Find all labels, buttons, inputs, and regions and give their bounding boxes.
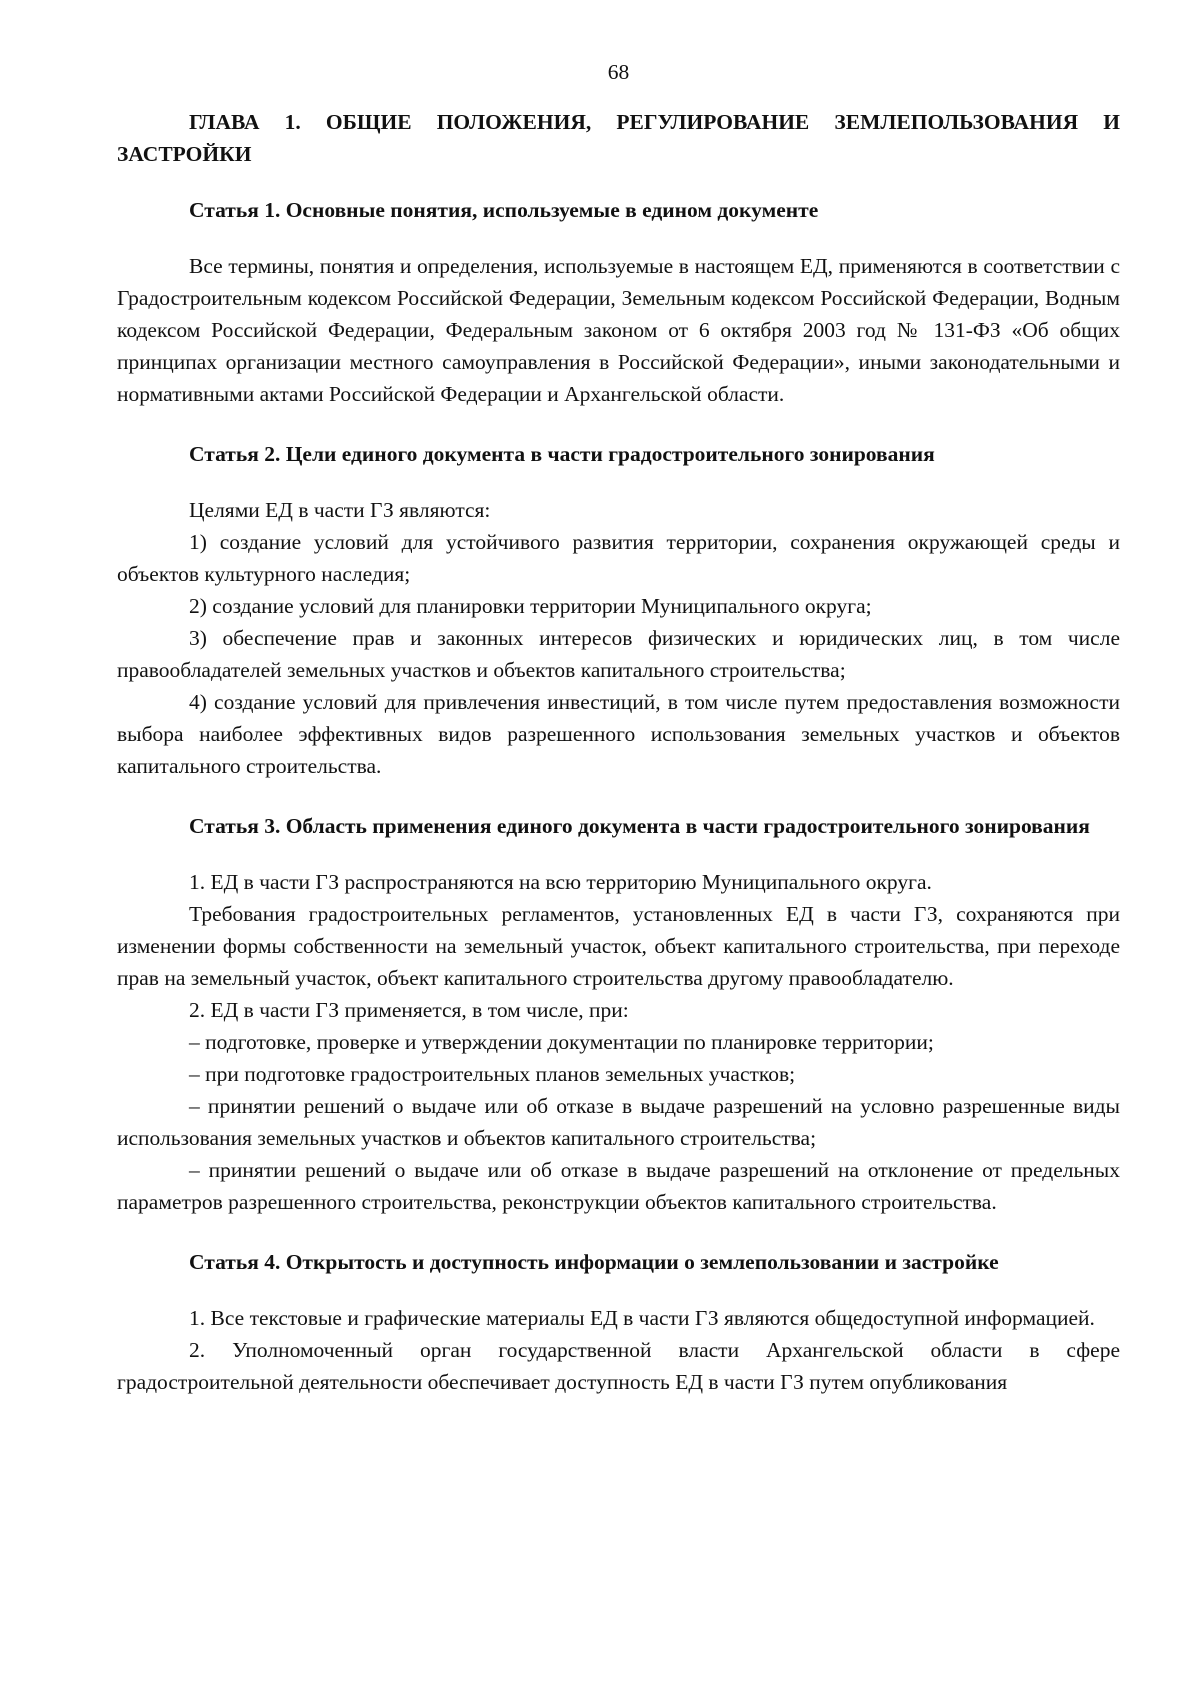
list-item: 3) обеспечение прав и законных интересов физических и юридических лиц, в том числе правообладателей земельных участков и объектов капитального строительства;: [117, 626, 1120, 682]
paragraph: Требования градостроительных регламентов, установленных ЕД в части ГЗ, сохраняются при изменении формы собственности на земельный участок, объект капитального строительства, при переходе прав на земельный участок, объект капитального строительства другому правообладателю.: [117, 902, 1120, 990]
list-item: – принятии решений о выдаче или об отказе в выдаче разрешений на условно разрешенные виды использования земельных участков и объектов капитального строительства;: [117, 1094, 1120, 1150]
article-1: [117, 194, 1120, 410]
list-item: 4) создание условий для привлечения инвестиций, в том числе путем предоставления возможности выбора наиболее эффективных видов разрешенного использования земельных участков и объектов капитального строительства.: [117, 690, 1120, 778]
paragraph: Все термины, понятия и определения, используемые в настоящем ЕД, применяются в соответствии с Градостроительным кодексом Российской Федерации, Земельным кодексом Российской Федерации, Водным кодексом Российской Федерации, Федеральным законом от 6 октября 2003 год № 131-ФЗ «Об общих принципах организации местного самоуправления в Российской Федерации», иными законодательными и нормативными актами Российской Федерации и Архангельской области.: [117, 254, 1120, 406]
article-title: Статья 3. Область применения единого документа в части градостроительного зонирования: [189, 814, 1090, 838]
list-item: – при подготовке градостроительных планов земельных участков;: [189, 1062, 796, 1086]
article-2: [117, 438, 1120, 782]
list-item: – принятии решений о выдаче или об отказе в выдаче разрешений на отклонение от предельных параметров разрешенного строительства, реконструкции объектов капитального строительства.: [117, 1158, 1120, 1214]
article-title: Статья 1. Основные понятия, используемые в едином документе: [189, 198, 819, 222]
paragraph: 2. Уполномоченный орган государственной власти Архангельской области в сфере градостроительной деятельности обеспечивает доступность ЕД в части ГЗ путем опубликования: [117, 1338, 1120, 1394]
article-title: Статья 2. Цели единого документа в части градостроительного зонирования: [189, 442, 935, 466]
paragraph: Целями ЕД в части ГЗ являются:: [189, 498, 491, 522]
paragraph: 1. ЕД в части ГЗ распространяются на всю территорию Муниципального округа.: [189, 870, 932, 894]
list-item: 1) создание условий для устойчивого развития территории, сохранения окружающей среды и объектов культурного наследия;: [117, 530, 1120, 586]
article-4: [117, 1246, 1120, 1398]
chapter-title: ГЛАВА 1. ОБЩИЕ ПОЛОЖЕНИЯ, РЕГУЛИРОВАНИЕ ЗЕМЛЕПОЛЬЗОВАНИЯ И ЗАСТРОЙКИ: [117, 110, 1120, 166]
list-item: – подготовке, проверке и утверждении документации по планировке территории;: [189, 1030, 934, 1054]
paragraph: 2. ЕД в части ГЗ применяется, в том числе, при:: [189, 998, 629, 1022]
list-item: 2) создание условий для планировки территории Муниципального округа;: [189, 594, 872, 618]
document-page: [117, 56, 1120, 1398]
paragraph: 1. Все текстовые и графические материалы ЕД в части ГЗ являются общедоступной информацией.: [189, 1306, 1095, 1330]
page-number: 68: [607, 60, 630, 84]
article-3: [117, 810, 1120, 1218]
article-title: Статья 4. Открытость и доступность информации о землепользовании и застройке: [189, 1250, 999, 1274]
